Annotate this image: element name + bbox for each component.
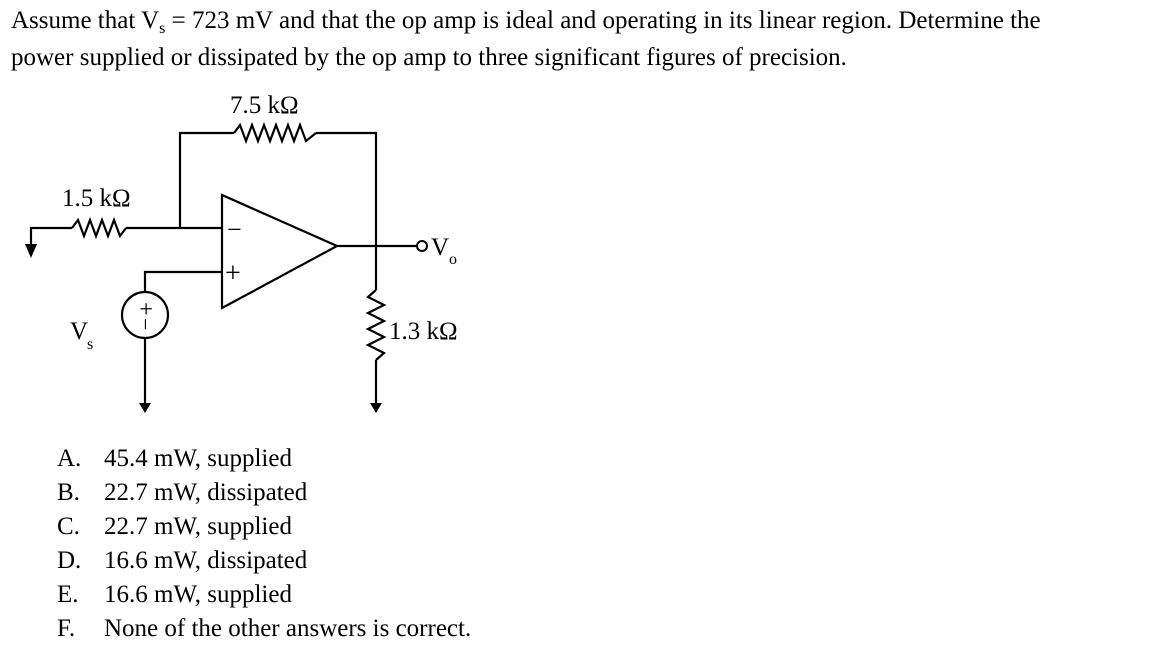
question-part-1: Assume that V	[11, 7, 160, 34]
op-amp-triangle	[222, 195, 337, 308]
choice-letter: C.	[57, 513, 80, 540]
output-subscript: o	[449, 251, 457, 268]
answer-choices	[57, 442, 471, 646]
input-resistor	[72, 220, 126, 236]
choice-text: 22.7 mW, dissipated	[104, 479, 308, 506]
choice-text: 45.4 mW, supplied	[104, 445, 292, 472]
left-ground-wire	[31, 228, 72, 246]
source-plus-sign: +	[132, 302, 158, 316]
output-label: V	[431, 234, 450, 261]
question-part-2: = 723 mV and that the op amp is ideal and operating in its linear region. Determine the	[165, 7, 1041, 34]
choice-text: 22.7 mW, supplied	[104, 513, 292, 540]
feedback-wire-right	[316, 133, 376, 246]
source-label: V	[70, 318, 89, 345]
choice-f[interactable]	[57, 612, 471, 646]
source-subscript: s	[87, 336, 94, 353]
choice-letter: B.	[57, 479, 80, 506]
noninverting-wire	[145, 272, 222, 292]
choice-letter: E.	[57, 581, 79, 608]
choice-b[interactable]	[57, 476, 471, 510]
question-line-2: power supplied or dissipated by the op amp to three significant figures of precision.	[11, 44, 847, 71]
choice-letter: A.	[57, 445, 82, 472]
inverting-sign: −	[227, 215, 242, 244]
choice-c[interactable]	[57, 510, 471, 544]
feedback-resistor-label: 7.5 kΩ	[230, 92, 299, 119]
noninverting-sign: +	[225, 258, 241, 289]
choice-text: None of the other answers is correct.	[104, 615, 472, 642]
feedback-wire-left	[180, 133, 234, 228]
choice-d[interactable]	[57, 544, 471, 578]
choice-letter: F.	[57, 615, 76, 642]
choice-text: 16.6 mW, dissipated	[104, 547, 308, 574]
feedback-resistor	[234, 125, 316, 141]
question-subscript: s	[159, 20, 166, 37]
output-terminal	[417, 241, 427, 251]
choice-text: 16.6 mW, supplied	[104, 581, 292, 608]
left-ground-arrow	[25, 244, 37, 258]
source-minus-sign: −	[133, 318, 158, 331]
load-resistor	[368, 290, 384, 360]
load-resistor-label: 1.3 kΩ	[389, 318, 458, 345]
choice-a[interactable]	[57, 442, 471, 476]
choice-letter: D.	[57, 547, 82, 574]
input-resistor-label: 1.5 kΩ	[62, 185, 131, 212]
choice-e[interactable]	[57, 578, 471, 612]
